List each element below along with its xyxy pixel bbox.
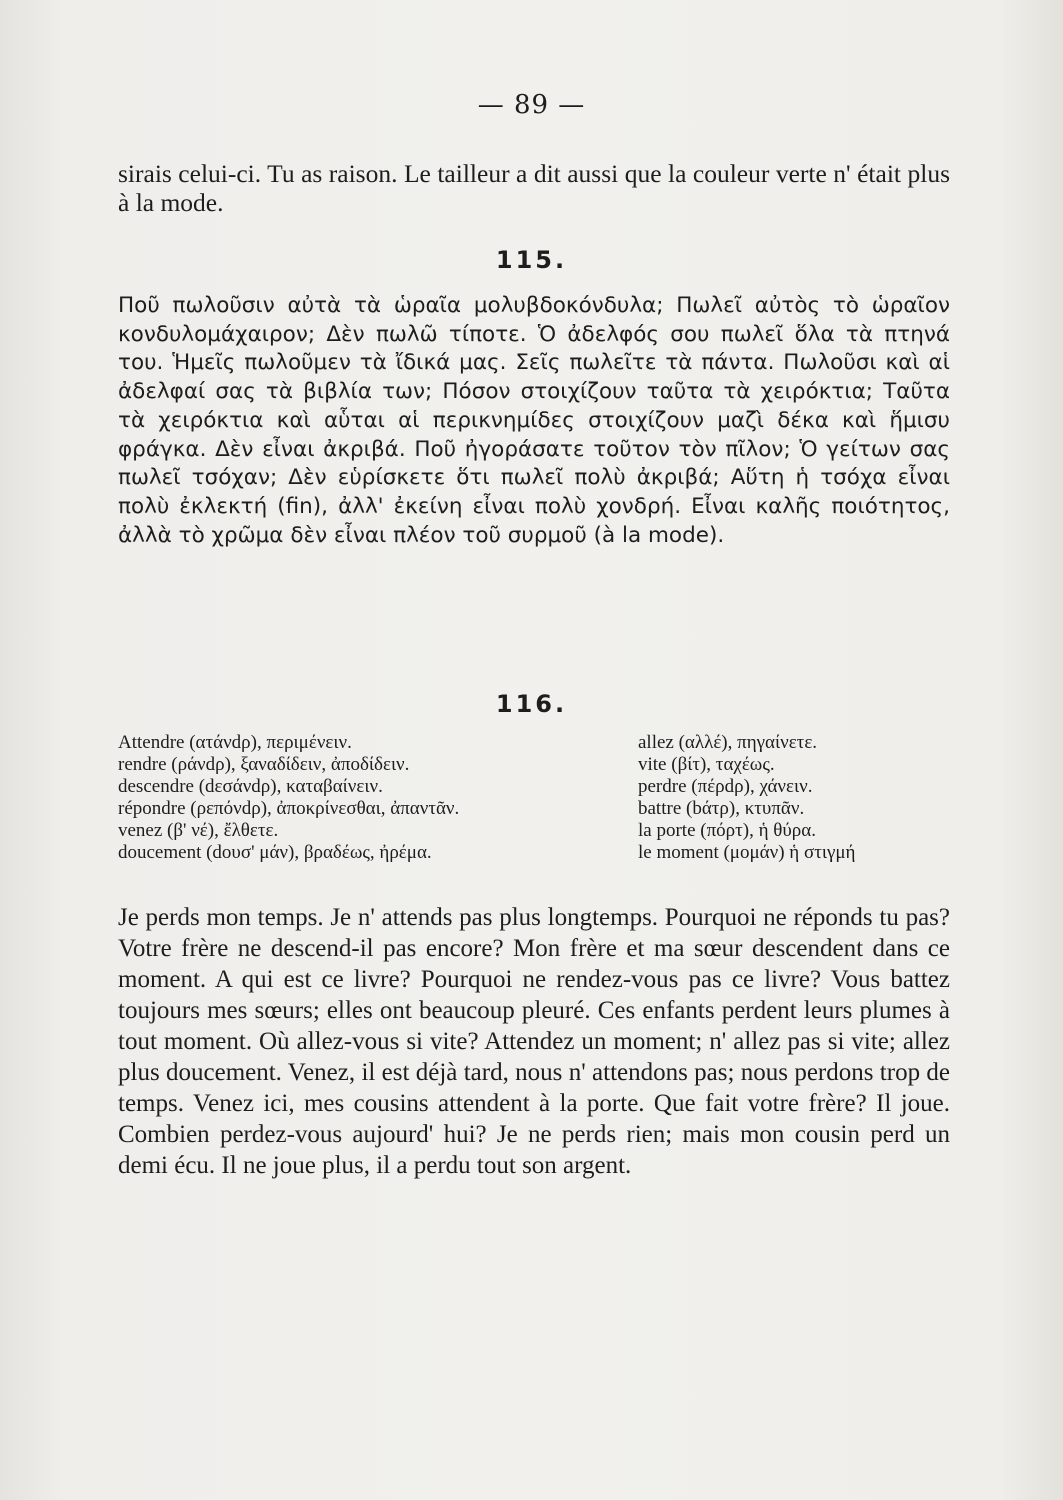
vocab-item: rendre (ράνdρ), ξαναδίδειν, ἀποδίδειν. bbox=[118, 754, 410, 775]
vocab-item: doucement (dουσ' μάν), βραδέως, ἠρέμα. bbox=[118, 842, 432, 863]
vocab-item: battre (bάτρ), κτυπᾶν. bbox=[638, 798, 805, 819]
vocab-item: le moment (μομάν) ἡ στιγμή bbox=[638, 842, 856, 863]
vocab-item: perdre (πέρdρ), χάνειν. bbox=[638, 776, 813, 797]
vocab-item: descendre (dεσάνdρ), καταβαίνειν. bbox=[118, 776, 383, 797]
section-115-greek-text: Ποῦ πωλοῦσιν αὐτὰ τὰ ὡραῖα μολυβδοκόνδυλα; Πωλεῖ αὐτὸς τὸ ὡραῖον κονδυλομάχαιρον; Δὲν πωλῶ τίποτε. Ὁ ἀδελφός σου πωλεῖ ὅλα τὰ πτηνά του. Ἡμεῖς πωλοῦμεν τὰ ἴδικά μας. Σεῖς πωλεῖτε τὰ πάντα. Πωλοῦσι καὶ αἱ ἀδελφαί σας τὰ βιβλία των; Πόσον στοιχίζουν ταῦτα τὰ χειρόκτια; Ταῦτα τὰ χειρόκτια καὶ αὗται αἱ περικνημίδες στοιχίζουν μαζὶ δέκα καὶ ἥμισυ φράγκα. Δὲν εἶναι ἀκριβά. Ποῦ ἠγοράσατε τοῦτον τὸν πῖλον; Ὁ γείτων σας πωλεῖ τσόχαν; Δὲν εὑρίσκετε ὅτι πωλεῖ πολὺ ἀκριβά; Αὕτη ἡ τσόχα εἶναι πολὺ ἐκλεκτή (fin), ἀλλ' ἐκείνη εἶναι πολὺ χονδρή. Εἶναι καλῆς ποιότητος, ἀλλὰ τὸ χρῶμα δὲν εἶναι πλέον τοῦ συρμοῦ (à la mode). bbox=[118, 293, 950, 548]
vocab-item: venez (β' νέ), ἔλθετε. bbox=[118, 820, 279, 841]
page-number: — 89 — bbox=[477, 90, 586, 120]
vocab-item: allez (αλλέ), πηγαίνετε. bbox=[638, 732, 818, 753]
vocab-item: Attendre (ατάνdρ), περιμένειν. bbox=[118, 732, 352, 753]
vocab-list-right bbox=[638, 732, 856, 864]
vocab-item: vite (βίτ), ταχέως. bbox=[638, 754, 775, 775]
section-116-heading: 116. bbox=[495, 690, 568, 718]
section-115-heading: 115. bbox=[495, 246, 568, 274]
vocab-item: répondre (ρεπόνdρ), ἀποκρίνεσθαι, ἀπαντᾶν. bbox=[118, 798, 460, 819]
vocab-item: la porte (πόρτ), ἡ θύρα. bbox=[638, 820, 816, 841]
section-116-exercise-text: Je perds mon temps. Je n' attends pas plus longtemps. Pourquoi ne réponds tu pas? Votre frère ne descend-il pas encore? Mon frère et ma sœur descendent dans ce moment. A qui est ce livre? Pourquoi ne rendez-vous pas ce livre? Vous battez toujours mes sœurs; elles ont beaucoup pleuré. Ces enfants perdent leurs plumes à tout moment. Où allez-vous si vite? Attendez un moment; n' allez pas si vite; allez plus doucement. Venez, il est déjà tard, nous n' attendons pas; nous perdons trop de temps. Venez ici, mes cousins attendent à la porte. Que fait votre frère? Il joue. Combien perdez-vous aujourd' hui? Je ne perds rien; mais mon cousin perd un demi écu. Il ne joue plus, il a perdu tout son argent. bbox=[118, 904, 950, 1179]
vocab-list-left bbox=[118, 732, 459, 864]
continuation-paragraph: sirais celui-ci. Tu as raison. Le tailleur a dit aussi que la couleur verte n' était plus à la mode. bbox=[118, 159, 950, 217]
